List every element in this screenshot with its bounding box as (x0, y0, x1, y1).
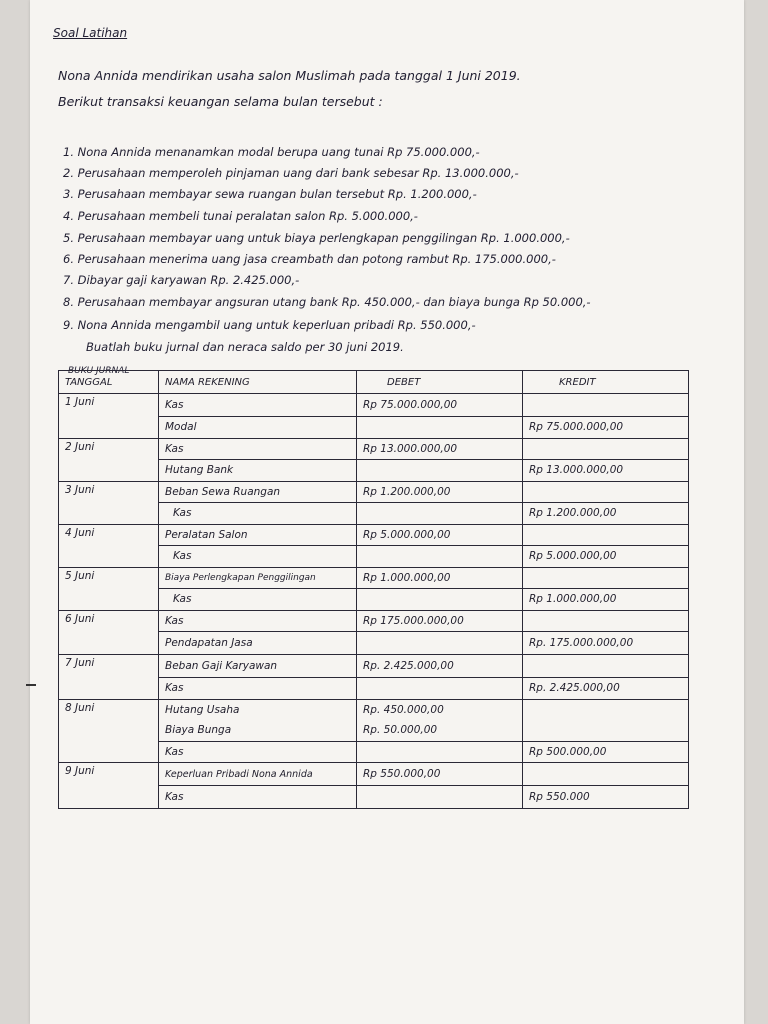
table-row (59, 394, 689, 417)
transaction-item: 3. Perusahaan membayar sewa ruangan bulan tersebut Rp. 1.200.000,- (63, 187, 477, 201)
account-name: Keperluan Pribadi Nona Annida (159, 763, 357, 786)
account-name: Kas (159, 610, 357, 632)
transaction-item: 8. Perusahaan membayar angsuran utang bank Rp. 450.000,- dan biaya bunga Rp 50.000,- (63, 295, 591, 309)
account-name: Kas (159, 589, 357, 611)
debit-amount (357, 741, 523, 763)
debit-amount (357, 589, 523, 611)
entry-date: 7 Juni (59, 655, 159, 700)
table-row (59, 655, 689, 678)
account-name: Kas (159, 786, 357, 809)
debit-amount: Rp 1.000.000,00 (357, 567, 523, 589)
entry-date: 8 Juni (59, 699, 159, 763)
debit-amount: Rp 550.000,00 (357, 763, 523, 786)
journal-table (58, 370, 689, 809)
debit-amount: Rp 75.000.000,00 (357, 394, 523, 417)
debit-amount: Rp. 50.000,00 (357, 720, 523, 741)
document-title: Soal Latihan (53, 26, 128, 40)
table-row (59, 763, 689, 786)
header-kredit: KREDIT (523, 371, 689, 394)
credit-amount (523, 567, 689, 589)
account-name: Beban Sewa Ruangan (159, 481, 357, 503)
transaction-item: 1. Nona Annida menanamkan modal berupa uang tunai Rp 75.000.000,- (63, 145, 480, 159)
credit-amount (523, 524, 689, 546)
debit-amount: Rp 5.000.000,00 (357, 524, 523, 546)
journal-header-row (59, 371, 689, 394)
account-name: Biaya Perlengkapan Penggilingan (159, 567, 357, 589)
entry-date: 9 Juni (59, 763, 159, 809)
debit-amount (357, 678, 523, 700)
journal-label: BUKU JURNAL (68, 366, 130, 376)
debit-amount (357, 417, 523, 439)
debit-amount (357, 503, 523, 525)
account-name: Kas (159, 546, 357, 568)
account-name: Modal (159, 417, 357, 439)
credit-amount (523, 699, 689, 720)
credit-amount: Rp. 2.425.000,00 (523, 678, 689, 700)
table-row (59, 567, 689, 589)
credit-amount (523, 720, 689, 741)
credit-amount: Rp 75.000.000,00 (523, 417, 689, 439)
table-row (59, 699, 689, 720)
debit-amount: Rp 13.000.000,00 (357, 438, 523, 460)
account-name: Kas (159, 394, 357, 417)
account-name: Hutang Usaha (159, 699, 357, 720)
account-name: Hutang Bank (159, 460, 357, 482)
entry-date: 6 Juni (59, 610, 159, 655)
debit-amount: Rp 1.200.000,00 (357, 481, 523, 503)
entry-date: 1 Juni (59, 394, 159, 439)
account-name: Peralatan Salon (159, 524, 357, 546)
account-name: Kas (159, 678, 357, 700)
credit-amount: Rp 1.000.000,00 (523, 589, 689, 611)
debit-amount (357, 460, 523, 482)
credit-amount: Rp 13.000.000,00 (523, 460, 689, 482)
table-row (59, 524, 689, 546)
transaction-item: 9. Nona Annida mengambil uang untuk keperluan pribadi Rp. 550.000,- (63, 318, 476, 332)
table-row (59, 438, 689, 460)
credit-amount (523, 655, 689, 678)
transaction-item: 5. Perusahaan membayar uang untuk biaya perlengkapan penggilingan Rp. 1.000.000,- (63, 231, 570, 245)
credit-amount: Rp 1.200.000,00 (523, 503, 689, 525)
credit-amount: Rp 5.000.000,00 (523, 546, 689, 568)
debit-amount: Rp 175.000.000,00 (357, 610, 523, 632)
credit-amount: Rp. 175.000.000,00 (523, 632, 689, 655)
entry-date: 4 Juni (59, 524, 159, 567)
header-debet: DEBET (357, 371, 523, 394)
entry-date: 3 Juni (59, 481, 159, 524)
entry-date: 5 Juni (59, 567, 159, 610)
task-instruction: Buatlah buku jurnal dan neraca saldo per 30 juni 2019. (86, 340, 404, 354)
credit-amount (523, 394, 689, 417)
margin-mark (26, 684, 36, 686)
intro-line-2: Berikut transaksi keuangan selama bulan tersebut : (58, 94, 383, 109)
table-row (59, 481, 689, 503)
credit-amount: Rp 550.000 (523, 786, 689, 809)
transaction-item: 4. Perusahaan membeli tunai peralatan salon Rp. 5.000.000,- (63, 209, 418, 223)
debit-amount: Rp. 2.425.000,00 (357, 655, 523, 678)
transaction-item: 7. Dibayar gaji karyawan Rp. 2.425.000,- (63, 273, 300, 287)
account-name: Kas (159, 503, 357, 525)
transaction-item: 2. Perusahaan memperoleh pinjaman uang dari bank sebesar Rp. 13.000.000,- (63, 166, 519, 180)
debit-amount (357, 632, 523, 655)
entry-date: 2 Juni (59, 438, 159, 481)
account-name: Kas (159, 741, 357, 763)
header-nama-rekening: NAMA REKENING (159, 371, 357, 394)
intro-line-1: Nona Annida mendirikan usaha salon Muslimah pada tanggal 1 Juni 2019. (58, 68, 521, 83)
credit-amount (523, 481, 689, 503)
account-name: Beban Gaji Karyawan (159, 655, 357, 678)
credit-amount (523, 763, 689, 786)
table-row (59, 610, 689, 632)
debit-amount: Rp. 450.000,00 (357, 699, 523, 720)
account-name: Pendapatan Jasa (159, 632, 357, 655)
account-name: Biaya Bunga (159, 720, 357, 741)
credit-amount: Rp 500.000,00 (523, 741, 689, 763)
credit-amount (523, 438, 689, 460)
credit-amount (523, 610, 689, 632)
transaction-item: 6. Perusahaan menerima uang jasa creambath dan potong rambut Rp. 175.000.000,- (63, 252, 556, 266)
account-name: Kas (159, 438, 357, 460)
header-tanggal: TANGGAL (59, 371, 159, 394)
debit-amount (357, 786, 523, 809)
debit-amount (357, 546, 523, 568)
